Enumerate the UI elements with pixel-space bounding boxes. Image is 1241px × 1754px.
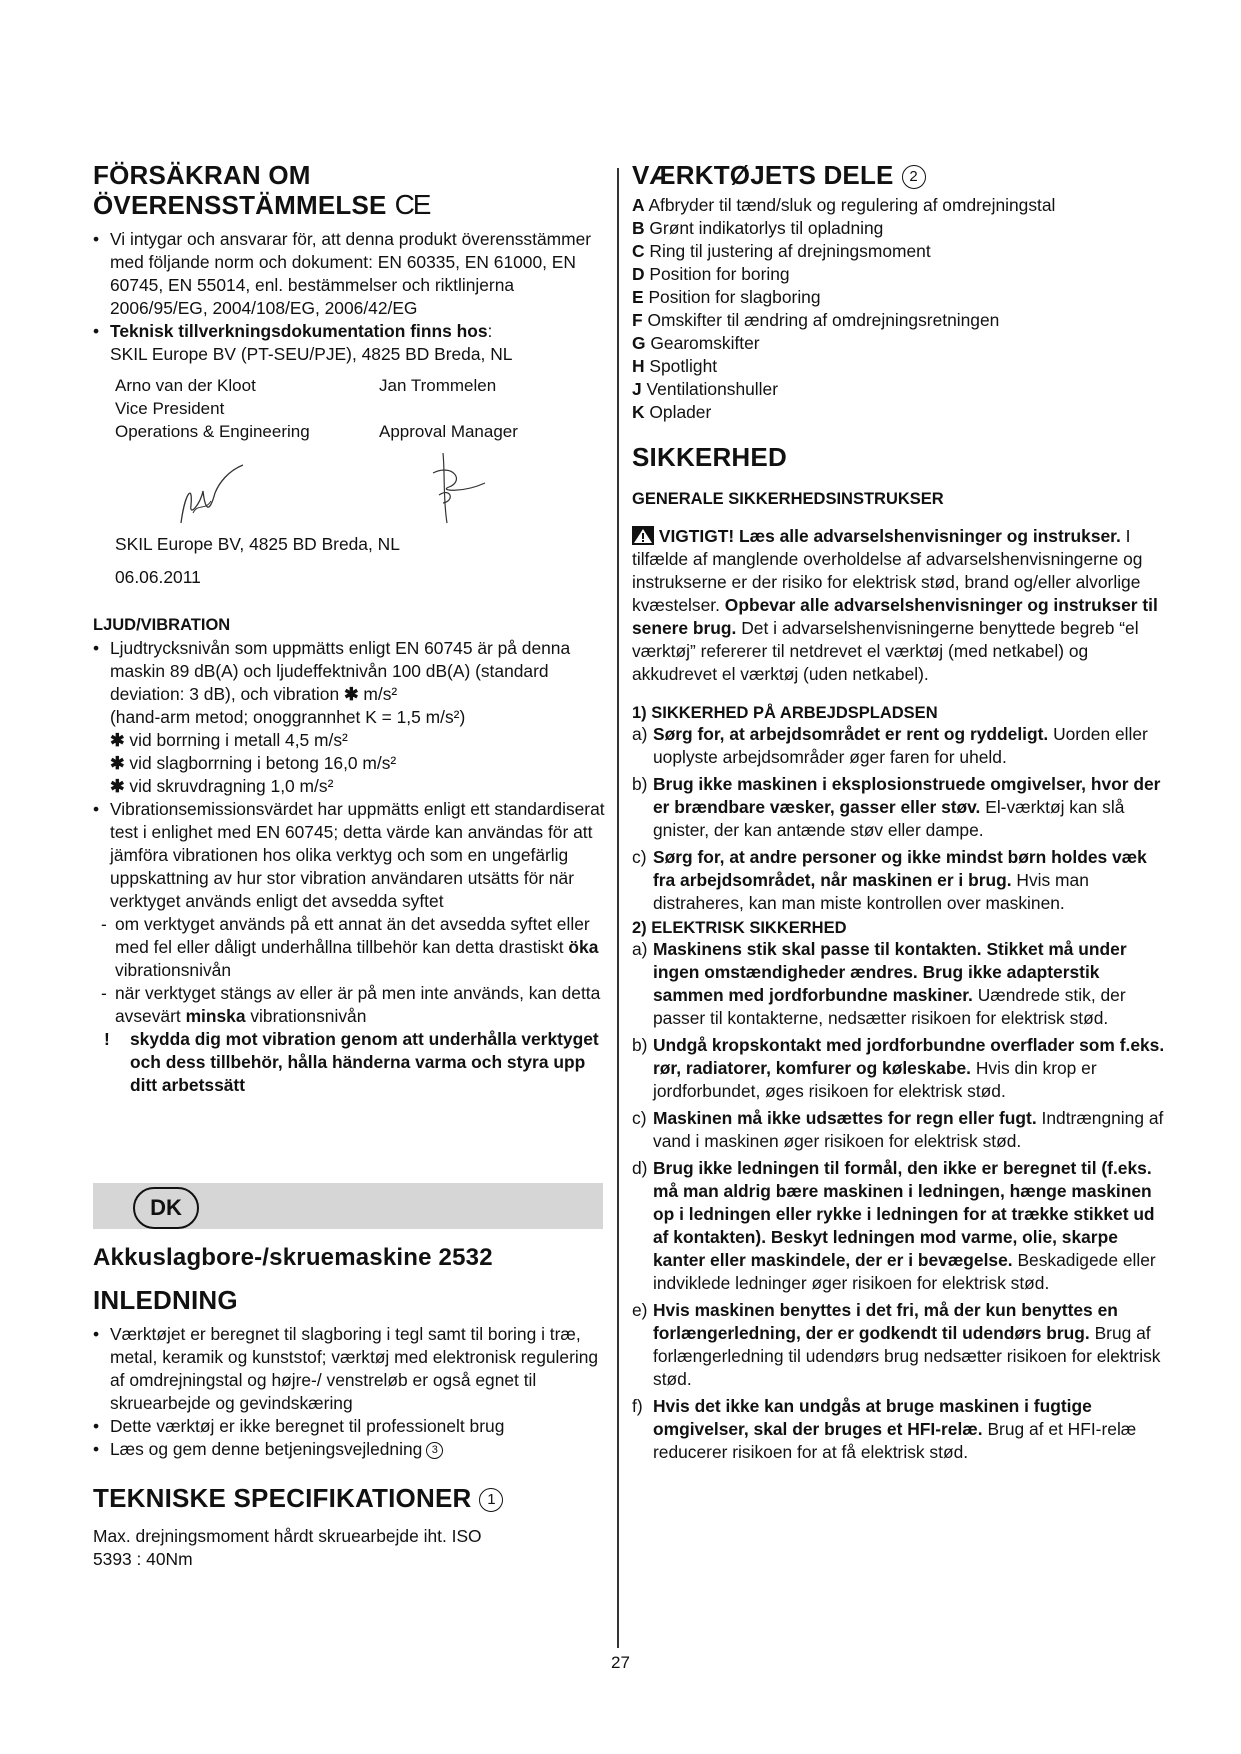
item-bold-text: Sørg for, at arbejdsområdet er rent og ryddeligt. xyxy=(653,724,1049,744)
left-column xyxy=(93,160,605,1097)
list-item: • Vi intygar och ansvarar för, att denna produkt överensstämmer med följande norm och dokument: EN 60335, EN 61000, EN 60745, EN 55014, enl. bestämmelser och riktlinjerna 2006/95/EG, 2004/108/EG, 2006/42/EG xyxy=(93,228,605,320)
workplace-safety-list xyxy=(632,723,1172,915)
list-item xyxy=(632,938,1172,1030)
parts-list-item xyxy=(632,240,1172,263)
item-text: El-værktøj kan slå gnister, der kan antænde støv eller dampe. xyxy=(653,797,1125,840)
item-bold-text: Sørg for, at andre personer og ikke mindst børn holdes væk fra arbejdsområdet, når maskinen er i brug. xyxy=(653,847,1147,890)
star-icon: ✱ xyxy=(110,730,125,750)
list-item xyxy=(632,773,1172,842)
list-item: • Værktøjet er beregnet til slagboring i tegl samt til boring i træ, metal, keramik og kunststof; værktøj med elektronisk regulering af omdrejningstal og højre-/ venstreløb er også egnet til skruearbejde og gevindskæring xyxy=(93,1323,605,1415)
parts-list-item xyxy=(632,309,1172,332)
list-item: ! skydda dig mot vibration genom att underhålla verktyget och dess tillbehör, hålla händerna varma och styra upp ditt arbetssätt xyxy=(93,1028,605,1097)
list-item xyxy=(632,1299,1172,1391)
item-label: a) xyxy=(632,939,648,959)
list-item: • Teknisk tillverkningsdokumentation finns hos: SKIL Europe BV (PT-SEU/PJE), 4825 BD Breda, NL xyxy=(93,320,605,366)
part-label: Ring til justering af drejningsmoment xyxy=(649,241,931,261)
company-info: SKIL Europe BV, 4825 BD Breda, NL 06.06.2011 xyxy=(115,534,400,587)
item-bold-text: Maskinen må ikke udsættes for regn eller fugt. xyxy=(653,1108,1037,1128)
intro-heading: INLEDNING xyxy=(93,1285,238,1315)
parts-list-item xyxy=(632,355,1172,378)
product-title: Akkuslagbore-/skruemaskine 2532 xyxy=(93,1244,493,1271)
item-bold-text: Brug ikke ledningen til formål, den ikke er beregnet til (f.eks. må man aldrig bære maskinen i ledningen, hænge maskinen op i ledningen eller rykke i ledningen for at trække stikket ud af kontakten). Beskyt ledningen mod varme, olie, skarpe kanter eller maskindele, der er i bevægelse. xyxy=(653,1158,1155,1270)
parts-list-item xyxy=(632,401,1172,424)
part-label: Grønt indikatorlys til opladning xyxy=(649,218,884,238)
list-item: • Ljudtrycksnivån som uppmätts enligt EN 60745 är på denna maskin 89 dB(A) och ljudeffektnivån 100 dB(A) (standard deviation: 3 dB), och vibration ✱ m/s² (hand-arm metod; onoggrannhet K = 1,5 m/s²) ✱ vid borrning i metall 4,5 m/s² ✱ vid slagborrning i betong 16,0 m/s² ✱ vid skruvdragning 1,0 m/s² xyxy=(93,637,605,798)
parts-list-item xyxy=(632,217,1172,240)
part-key: G xyxy=(632,333,646,353)
item-label: f) xyxy=(632,1396,643,1416)
item-text: Hvis man distraheres, kan man miste kontrollen over maskinen. xyxy=(653,870,1089,913)
list-item xyxy=(632,1157,1172,1295)
part-label: Omskifter til ændring af omdrejningsretningen xyxy=(647,310,1000,330)
item-label: c) xyxy=(632,847,647,867)
intro-list xyxy=(93,1323,605,1461)
list-item xyxy=(632,1395,1172,1464)
warning-paragraph: VIGTIGT! Læs alle advarselshenvisninger og instrukser. I tilfælde af manglende overholdelse af advarselshenvisningerne og instrukserne er der risiko for elektrisk stød, brand og/eller alvorlige kvæstelser. Opbevar alle advarselshenvisninger og instrukser til senere brug. Det i advarselshenvisningerne benyttede begreb “el værktøj” refererer til netdrevet el værktøj (med netkabel) og akkudrevet el værktøj (uden netkabel). xyxy=(632,526,1158,684)
item-label: a) xyxy=(632,724,648,744)
signatories xyxy=(115,374,605,443)
figure-ref-icon: 1 xyxy=(479,1488,503,1512)
item-text: Brug af forlængerledning til udendørs brug nedsætter risikoen for elektrisk stød. xyxy=(653,1323,1161,1389)
part-key: C xyxy=(632,241,645,261)
item-bold-text: Undgå kropskontakt med jordforbundne overflader som f.eks. rør, radiatorer, komfurer og køleskabe. xyxy=(653,1035,1165,1078)
figure-ref-icon: 2 xyxy=(902,165,926,189)
part-key: F xyxy=(632,310,643,330)
part-label: Position for boring xyxy=(649,264,790,284)
language-badge: DK xyxy=(133,1187,199,1229)
language-band xyxy=(93,1183,603,1229)
item-label: e) xyxy=(632,1300,648,1320)
list-item: • Læs og gem denne betjeningsvejledning 3 xyxy=(93,1438,605,1461)
parts-list xyxy=(632,194,1172,424)
part-key: B xyxy=(632,218,645,238)
general-safety-heading: GENERALE SIKKERHEDSINSTRUKSER xyxy=(632,490,944,508)
spec-heading: TEKNISKE SPECIFIKATIONER 1 xyxy=(93,1483,605,1513)
parts-heading: VÆRKTØJETS DELE 2 xyxy=(632,160,1172,190)
item-label: d) xyxy=(632,1158,648,1178)
declaration-title: FÖRSÄKRAN OM ÖVERENSSTÄMMELSE CE xyxy=(93,160,430,220)
list-item xyxy=(632,846,1172,915)
parts-list-item xyxy=(632,378,1172,401)
part-label: Afbryder til tænd/sluk og regulering af omdrejningstal xyxy=(648,195,1056,215)
star-icon: ✱ xyxy=(343,684,359,704)
item-label: b) xyxy=(632,774,648,794)
star-icon: ✱ xyxy=(110,753,125,773)
part-key: A xyxy=(632,195,645,215)
sound-vibration-list xyxy=(93,637,605,1097)
item-label: c) xyxy=(632,1108,647,1128)
item-text: Beskadigede eller indviklede ledninger øger risikoen for elektrisk stød. xyxy=(653,1250,1156,1293)
list-item: • Vibrationsemissionsvärdet har uppmätts enligt ett standardiserat test i enlighet med EN 60745; detta värde kan användas för att jämföra vibrationen hos olika verktyg och som en ungefärlig uppskattning av hur stor vibration användaren utsätts för när verktyget används enligt det avsedda syftet xyxy=(93,798,605,913)
item-bold-text: Hvis det ikke kan undgås at bruge maskinen i fugtige omgivelser, skal der bruges et HFI-relæ. xyxy=(653,1396,1092,1439)
parts-list-item xyxy=(632,332,1172,355)
parts-list-item xyxy=(632,286,1172,309)
left-column-lower xyxy=(93,1243,605,1571)
part-label: Ventilationshuller xyxy=(646,379,778,399)
list-item: • Dette værktøj er ikke beregnet til professionelt brug xyxy=(93,1415,605,1438)
signatures xyxy=(93,443,605,533)
workplace-safety-heading: 1) SIKKERHED PÅ ARBEJDSPLADSEN xyxy=(632,704,938,722)
sound-vibration-heading: LJUD/VIBRATION xyxy=(93,616,231,634)
parts-list-item xyxy=(632,263,1172,286)
part-key: J xyxy=(632,379,642,399)
item-text: Brug af et HFI-relæ reducerer risikoen for at få elektrisk stød. xyxy=(653,1419,1137,1462)
safety-heading: SIKKERHED xyxy=(632,442,787,472)
handwritten-signature-icon xyxy=(93,443,603,533)
item-bold-text: Maskinens stik skal passe til kontakten. Stikket må under ingen omstændigheder ændres. Brug ikke adapterstik sammen med jordforbundne maskiner. xyxy=(653,939,1127,1005)
part-key: K xyxy=(632,402,645,422)
list-item xyxy=(632,1107,1172,1153)
list-item: - om verktyget används på ett annat än det avsedda syftet eller med fel eller dåligt underhållna tillbehör kan detta drastiskt öka vibrationsnivån xyxy=(93,913,605,982)
part-label: Position for slagboring xyxy=(648,287,821,307)
item-text: Hvis din krop er jordforbundet, øges risikoen for elektrisk stød. xyxy=(653,1058,1097,1101)
figure-ref-icon: 3 xyxy=(426,1442,443,1459)
electrical-safety-heading: 2) ELEKTRISK SIKKERHED xyxy=(632,919,847,937)
list-item xyxy=(632,1034,1172,1103)
parts-list-item xyxy=(632,194,1172,217)
ce-mark-icon: CE xyxy=(394,189,430,220)
part-label: Gearomskifter xyxy=(650,333,760,353)
declaration-list xyxy=(93,228,605,366)
item-text: Indtrængning af vand i maskinen øger risikoen for elektrisk stød. xyxy=(653,1108,1164,1151)
right-column xyxy=(632,160,1172,1468)
signatory-2: Jan Trommelen Approval Manager xyxy=(379,376,518,441)
part-label: Spotlight xyxy=(649,356,718,376)
warning-icon xyxy=(632,526,654,545)
star-icon: ✱ xyxy=(110,776,125,796)
list-item: - när verktyget stängs av eller är på men inte används, kan detta avsevärt minska vibrationsnivån xyxy=(93,982,605,1028)
column-divider xyxy=(617,168,619,1648)
page-number: 27 xyxy=(611,1653,630,1672)
item-bold-text: Hvis maskinen benyttes i det fri, må der kun benyttes en forlængerledning, der er godkendt til udendørs brug. xyxy=(653,1300,1118,1343)
electrical-safety-list xyxy=(632,938,1172,1464)
list-item xyxy=(632,723,1172,769)
part-key: D xyxy=(632,264,645,284)
signatory-1: Arno van der Kloot Vice President Operations & Engineering xyxy=(115,376,310,441)
item-text: Uorden eller uoplyste arbejdsområder øger faren for uheld. xyxy=(653,724,1148,767)
part-key: H xyxy=(632,356,645,376)
item-bold-text: Brug ikke maskinen i eksplosionstruede omgivelser, hvor der er brændbare væsker, gasser eller støv. xyxy=(653,774,1161,817)
part-key: E xyxy=(632,287,644,307)
item-text: Uændrede stik, der passer til kontakterne, nedsætter risikoen for elektrisk stød. xyxy=(653,985,1126,1028)
spec-text: Max. drejningsmoment hårdt skruearbejde iht. ISO 5393 : 40Nm xyxy=(93,1526,482,1569)
item-label: b) xyxy=(632,1035,648,1055)
part-label: Oplader xyxy=(649,402,712,422)
